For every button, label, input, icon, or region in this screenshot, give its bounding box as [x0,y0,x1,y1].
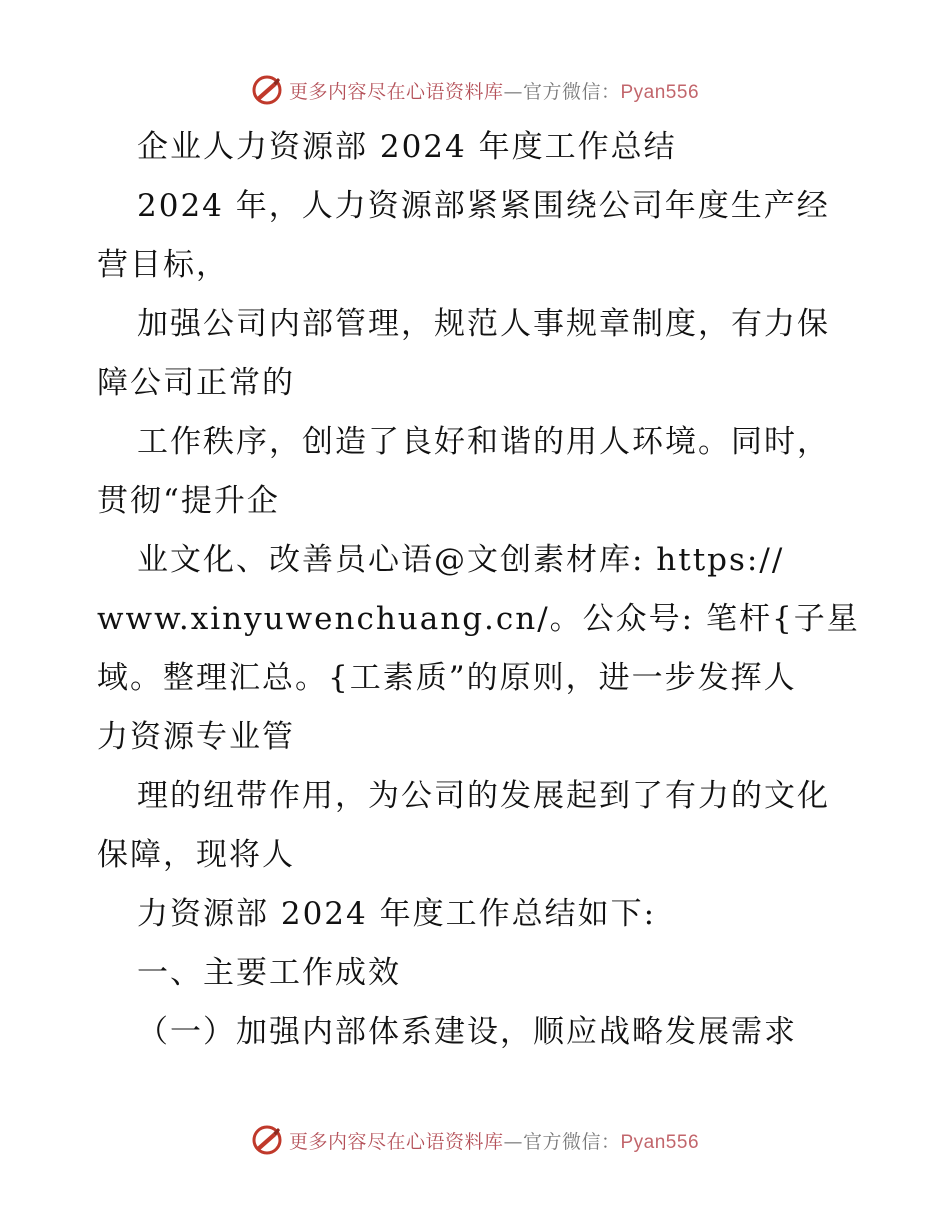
header-wechat-label: 官方微信： [522,80,621,103]
doc-line: 2024 年，人力资源部紧紧围绕公司年度生产经 [137,188,830,224]
footer-banner-slogan: 更多内容尽在心语资料库 [288,1130,504,1153]
doc-title: 企业人力资源部 2024 年度工作总结 [137,129,677,165]
footer-wechat-id: Pyan556 [620,1131,700,1153]
footer-banner-text [289,1127,699,1154]
section-heading: 一、主要工作成效 [137,955,401,991]
footer-banner-separator: — [503,1130,523,1153]
doc-line: 理的纽带作用，为公司的发展起到了有力的文化 [137,778,830,814]
doc-line: 加强公司内部管理，规范人事规章制度，有力保 [137,306,830,342]
pen-logo-icon [251,74,283,106]
doc-line: 力资源专业管 [97,719,295,755]
header-banner-separator: — [503,80,523,103]
header-wechat-id: Pyan556 [620,81,700,103]
header-banner [0,70,950,110]
doc-line: 营目标， [97,247,229,283]
header-banner-inner [251,74,699,106]
doc-line: 业文化、改善员心语@文创素材库: https:// [137,542,785,578]
doc-line: 工作秩序，创造了良好和谐的用人环境。同时， [137,424,830,460]
doc-line: www.xinyuwenchuang.cn/。公众号: 笔杆{子星 [97,601,860,637]
header-banner-slogan: 更多内容尽在心语资料库 [288,80,504,103]
doc-line: 障公司正常的 [97,365,295,401]
header-banner-text [289,77,699,104]
doc-line: 保障，现将人 [97,837,295,873]
footer-wechat-label: 官方微信： [522,1130,621,1153]
pen-logo-icon [251,1124,283,1156]
doc-line: 力资源部 2024 年度工作总结如下: [137,896,657,932]
document-body [97,118,867,1062]
doc-line: 贯彻“提升企 [97,483,280,519]
footer-banner-inner [251,1124,699,1156]
subsection-heading: （一）加强内部体系建设，顺应战略发展需求 [137,1014,797,1050]
footer-banner [0,1120,950,1160]
doc-line: 域。整理汇总。{工素质”的原则，进一步发挥人 [97,660,797,696]
